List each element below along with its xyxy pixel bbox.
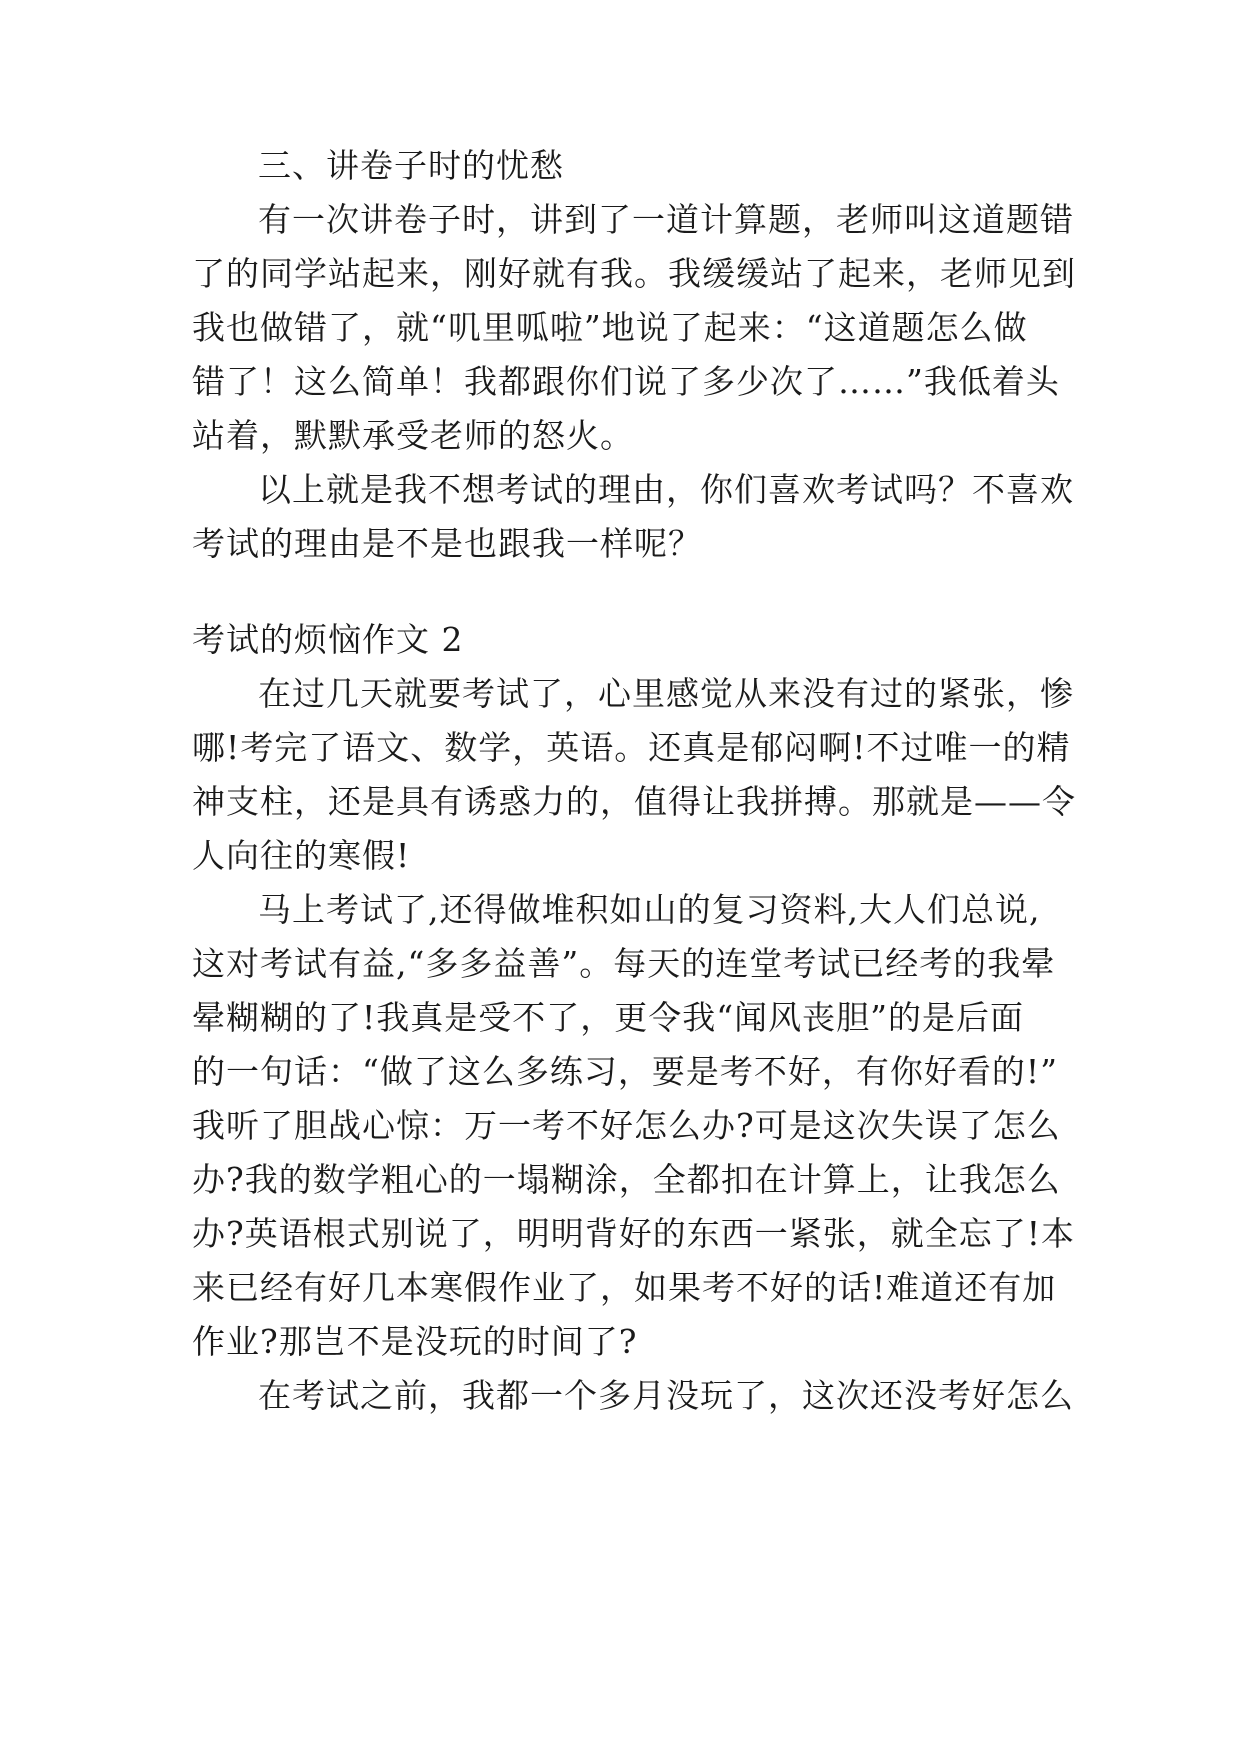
paragraph-line: 神支柱，还是具有诱惑力的，值得让我拼搏。那就是——令	[192, 782, 1076, 821]
paragraph-line: 我也做错了，就“叽里呱啦”地说了起来：“这道题怎么做	[192, 308, 1028, 347]
paragraph-line: 站着，默默承受老师的怒火。	[192, 416, 634, 455]
paragraph-line: 我听了胆战心惊：万一考不好怎么办?可是这次失误了怎么	[192, 1106, 1061, 1145]
paragraph-line: 以上就是我不想考试的理由，你们喜欢考试吗？不喜欢	[258, 470, 1074, 509]
paragraph-line: 的一句话：“做了这么多练习，要是考不好，有你好看的!”	[192, 1052, 1059, 1091]
paragraph-line: 办?英语根式别说了，明明背好的东西一紧张，就全忘了!本	[192, 1214, 1075, 1253]
paragraph-line: 马上考试了,还得做堆积如山的复习资料,大人们总说,	[258, 890, 1041, 929]
paragraph-line: 来已经有好几本寒假作业了，如果考不好的话!难道还有加	[192, 1268, 1057, 1307]
paragraph-line: 有一次讲卷子时，讲到了一道计算题，老师叫这道题错	[258, 200, 1074, 239]
paragraph-line: 哪!考完了语文、数学，英语。还真是郁闷啊!不过唯一的精	[192, 728, 1071, 767]
paragraph-line: 作业?那岂不是没玩的时间了?	[192, 1322, 638, 1361]
paragraph-line: 这对考试有益,“多多益善”。每天的连堂考试已经考的我晕	[192, 944, 1056, 983]
paragraph-line: 考试的理由是不是也跟我一样呢？	[192, 524, 702, 563]
essay-title: 考试的烦恼作文 2	[192, 620, 464, 659]
paragraph-line: 晕糊糊的了!我真是受不了，更令我“闻风丧胆”的是后面	[192, 998, 1025, 1037]
paragraph-line: 在过几天就要考试了，心里感觉从来没有过的紧张，惨	[258, 674, 1074, 713]
paragraph-line: 了的同学站起来，刚好就有我。我缓缓站了起来，老师见到	[192, 254, 1076, 293]
paragraph-line: 错了！这么简单！我都跟你们说了多少次了……”我低着头	[192, 362, 1060, 401]
paragraph-line: 人向往的寒假!	[192, 836, 411, 875]
section-heading: 三、讲卷子时的忧愁	[258, 146, 564, 185]
paragraph-line: 办?我的数学粗心的一塌糊涂，全都扣在计算上，让我怎么	[192, 1160, 1061, 1199]
paragraph-line: 在考试之前，我都一个多月没玩了，这次还没考好怎么	[258, 1376, 1074, 1415]
